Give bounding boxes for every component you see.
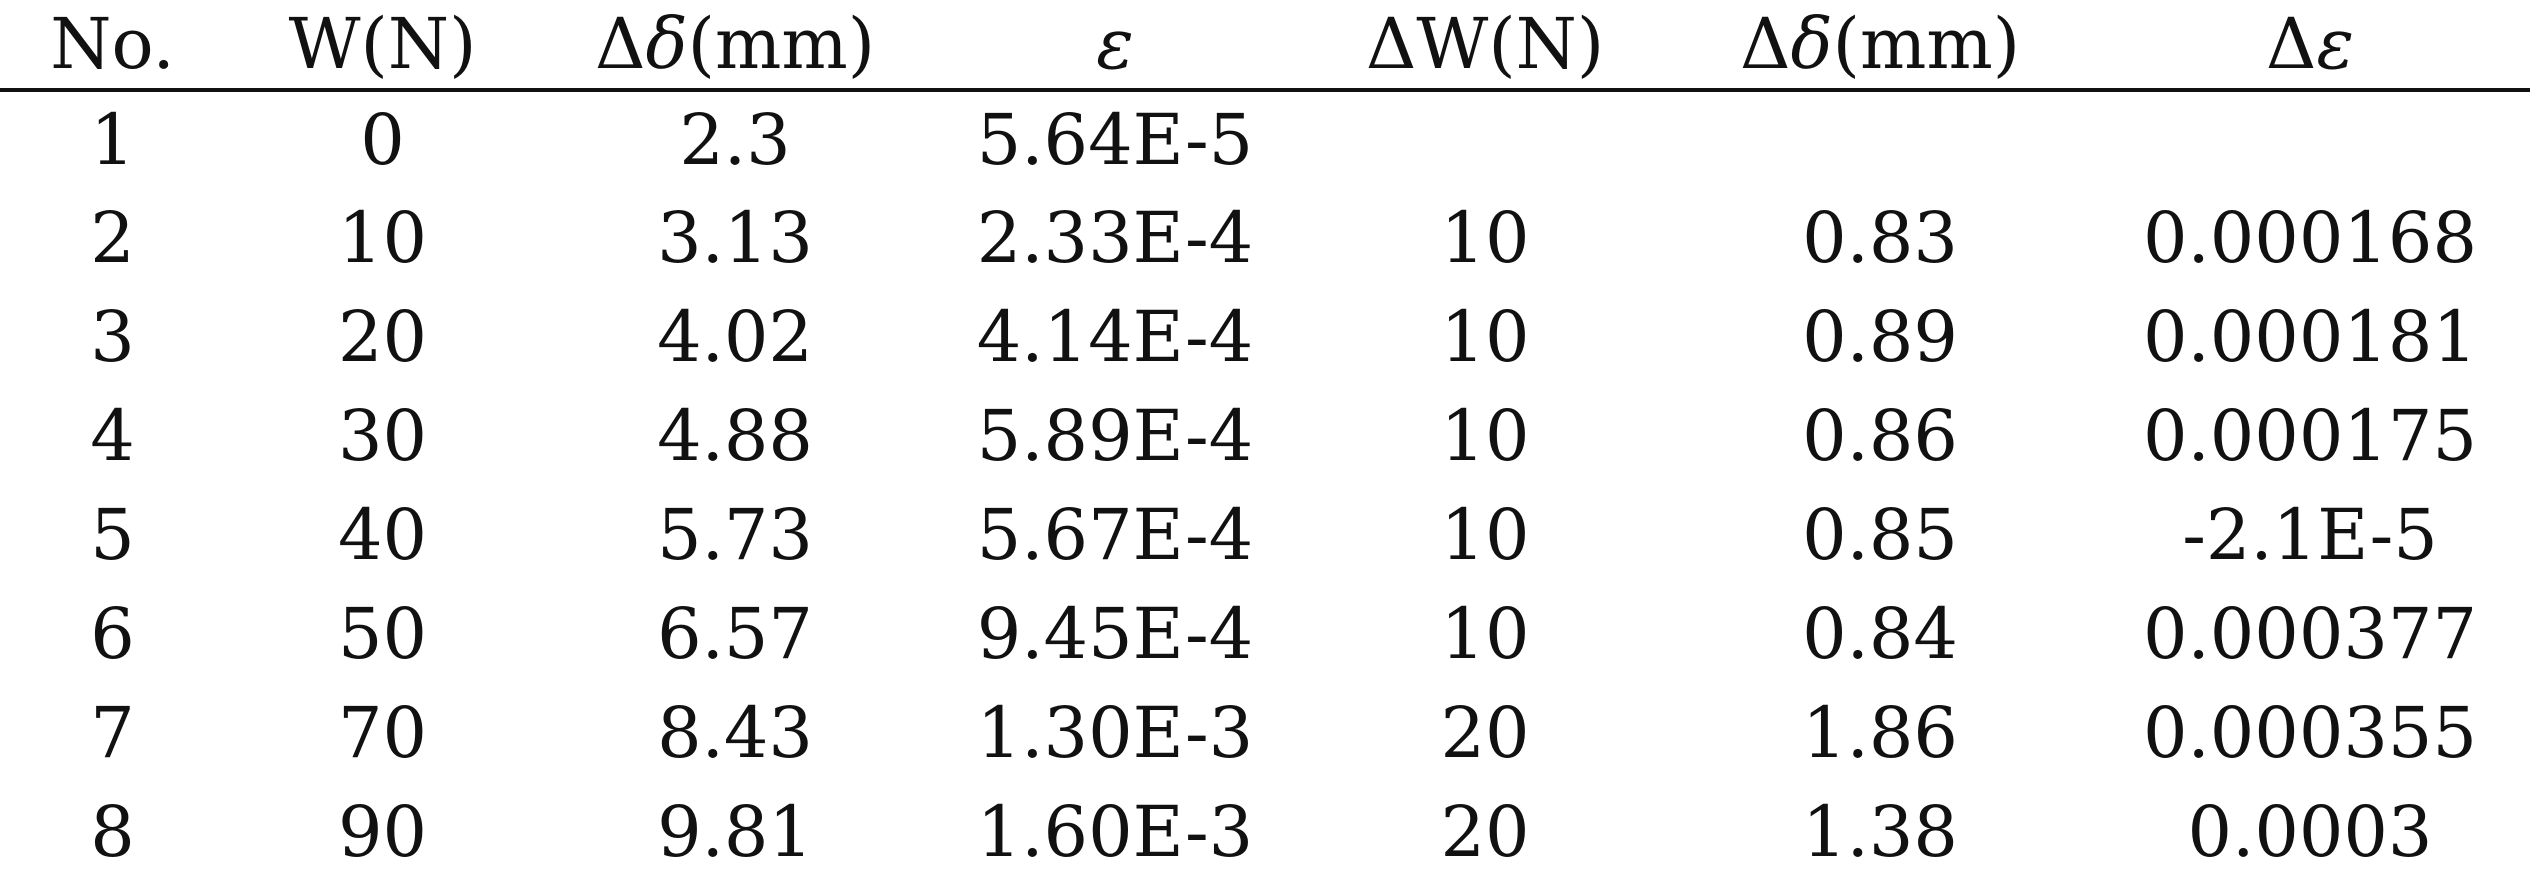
header-strain: ε xyxy=(1096,3,1134,85)
table-row xyxy=(0,90,2530,188)
cell-no: 1 xyxy=(90,99,135,181)
cell-displacement-increment: 0.83 xyxy=(1802,196,1958,279)
cell-no: 8 xyxy=(90,790,135,873)
table-row xyxy=(0,782,2530,881)
cell-strain: 4.14E-4 xyxy=(976,295,1254,378)
cell-strain-increment: 0.000377 xyxy=(2142,592,2477,675)
header-strain-increment: Δε xyxy=(2265,3,2355,85)
cell-strain-increment xyxy=(2090,90,2530,188)
cell-strain: 2.33E-4 xyxy=(976,196,1254,279)
cell-strain-increment: 0.000355 xyxy=(2142,691,2477,774)
cell-load-increment: 10 xyxy=(1440,493,1530,576)
table-row xyxy=(0,683,2530,782)
cell-load: 0 xyxy=(360,99,405,181)
cell-strain-increment: 0.000168 xyxy=(2142,196,2477,279)
cell-no: 4 xyxy=(90,394,135,477)
table-row xyxy=(0,485,2530,584)
cell-load: 40 xyxy=(337,493,428,576)
header-displacement-increment: Δδ(mm) xyxy=(1739,3,2021,85)
cell-no: 3 xyxy=(90,295,135,378)
cell-strain-increment: -2.1E-5 xyxy=(2182,493,2438,576)
cell-strain-increment: 0.000175 xyxy=(2142,394,2477,477)
cell-displacement-increment: 0.89 xyxy=(1802,295,1958,378)
cell-displacement: 4.88 xyxy=(657,394,813,477)
cell-strain-increment: 0.0003 xyxy=(2187,790,2433,873)
cell-displacement-increment: 1.86 xyxy=(1802,691,1958,774)
header-no: No. xyxy=(50,3,175,85)
cell-load: 90 xyxy=(337,790,428,873)
table-body xyxy=(0,90,2530,881)
cell-strain: 1.30E-3 xyxy=(976,691,1254,774)
cell-displacement: 4.02 xyxy=(657,295,813,378)
cell-load-increment: 20 xyxy=(1440,691,1530,774)
cell-load-increment xyxy=(1300,90,1670,188)
cell-strain: 5.67E-4 xyxy=(976,493,1254,576)
cell-load-increment: 10 xyxy=(1440,592,1530,675)
cell-strain: 9.45E-4 xyxy=(976,592,1254,675)
cell-displacement: 2.3 xyxy=(679,99,791,181)
table-row xyxy=(0,287,2530,386)
cell-displacement: 5.73 xyxy=(657,493,813,576)
cell-load: 50 xyxy=(337,592,428,675)
cell-load: 30 xyxy=(337,394,428,477)
cell-displacement-increment: 0.84 xyxy=(1802,592,1958,675)
header-load: W(N) xyxy=(288,3,477,85)
table-row xyxy=(0,188,2530,287)
header-row xyxy=(0,0,2530,90)
cell-displacement: 3.13 xyxy=(657,196,813,279)
cell-displacement: 9.81 xyxy=(657,790,813,873)
cell-displacement: 6.57 xyxy=(657,592,813,675)
cell-load: 10 xyxy=(337,196,428,279)
cell-displacement-increment: 1.38 xyxy=(1802,790,1958,873)
cell-load: 70 xyxy=(337,691,428,774)
cell-load-increment: 10 xyxy=(1440,295,1530,378)
cell-load-increment: 10 xyxy=(1440,196,1530,279)
header-displacement: Δδ(mm) xyxy=(594,3,876,85)
cell-strain: 5.89E-4 xyxy=(976,394,1254,477)
cell-no: 5 xyxy=(90,493,135,576)
cell-load-increment: 10 xyxy=(1440,394,1530,477)
cell-displacement-increment: 0.86 xyxy=(1802,394,1958,477)
header-load-increment: ΔW(N) xyxy=(1365,3,1605,85)
table-row xyxy=(0,386,2530,485)
cell-strain: 5.64E-5 xyxy=(976,99,1254,181)
cell-strain: 1.60E-3 xyxy=(976,790,1254,873)
cell-load-increment: 20 xyxy=(1440,790,1530,873)
cell-no: 6 xyxy=(90,592,135,675)
cell-load: 20 xyxy=(337,295,428,378)
cell-displacement: 8.43 xyxy=(657,691,813,774)
cell-no: 2 xyxy=(90,196,135,279)
cell-displacement-increment: 0.85 xyxy=(1802,493,1958,576)
cell-no: 7 xyxy=(90,691,135,774)
cell-strain-increment: 0.000181 xyxy=(2142,295,2477,378)
table-row xyxy=(0,584,2530,683)
cell-displacement-increment xyxy=(1670,90,2090,188)
